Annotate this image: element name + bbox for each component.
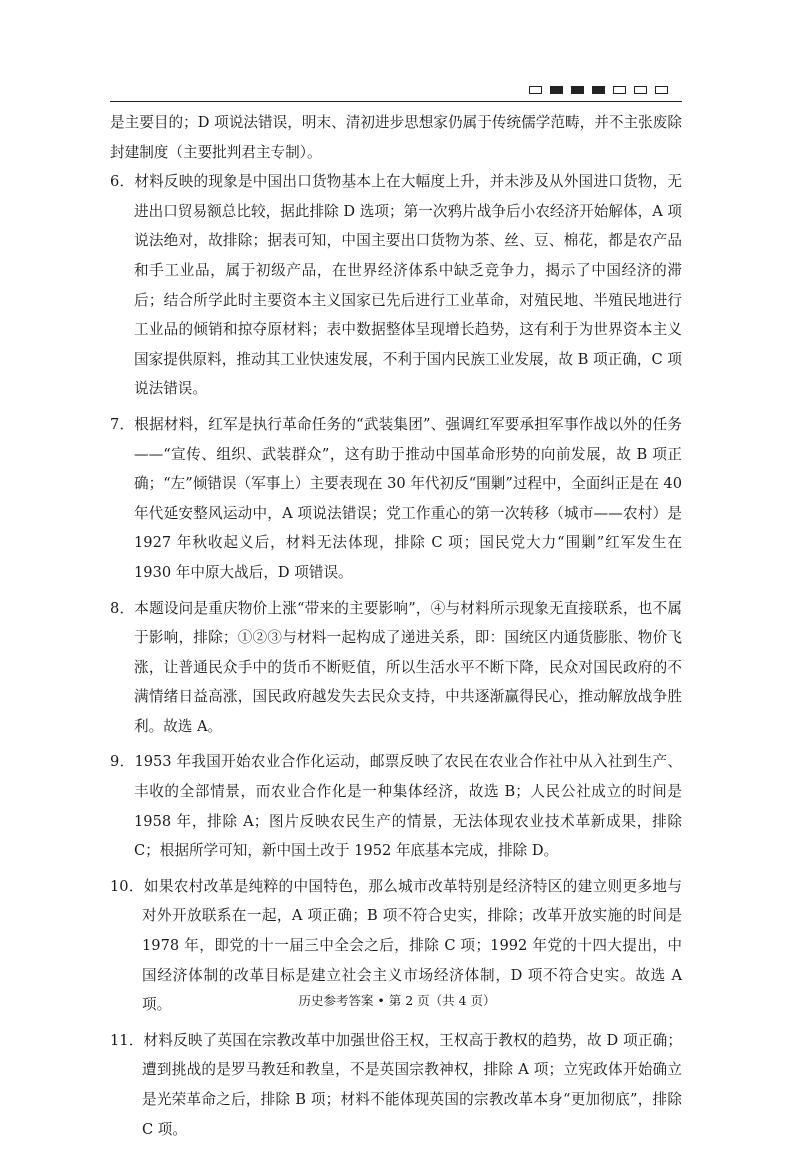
page-footer: 历史参考答案 • 第 2 页（共 4 页） bbox=[298, 993, 496, 1008]
marker-square-1 bbox=[529, 86, 542, 94]
page-marker-squares bbox=[529, 86, 668, 94]
marker-square-4 bbox=[592, 86, 605, 94]
question-number: 6． bbox=[110, 173, 135, 191]
answer-text: 材料反映了英国在宗教改革中加强世俗王权，王权高于教权的趋势，故 D 项正确；遭到挑战的是罗马教廷和教皇，不是英国宗教神权，排除 A 项；立宪政体开始确立是光荣革命之后，排除 B 项；材料不能体现英国的宗教改革本身“更加彻底”，排除 C 项。 bbox=[142, 1031, 683, 1138]
marker-square-3 bbox=[571, 86, 584, 94]
answer-text: 如果农村改革是纯粹的中国特色，那么城市改革特别是经济特区的建立则更多地与对外开放联系在一起，A 项正确；B 项不符合史实，排除；改革开放实施的时间是 1978 年，即党的十一届三中全会之后，排除 C 项；1992 年党的十四大提出，中国经济体制的改革目标是建立社会主义市场经济体制，D 项不符合史实。故选 A 项。 bbox=[142, 877, 682, 1014]
marker-square-5 bbox=[613, 86, 626, 94]
answer-paragraph bbox=[110, 410, 682, 588]
answer-paragraph bbox=[110, 167, 682, 404]
answer-text: 1953 年我国开始农业合作化运动，邮票反映了农民在农业合作社中从入社到生产、丰收的全部情景，而农业合作化是一种集体经济，故选 B；人民公社成立的时间是 1958 年，排除 A；图片反映农民生产的情景，无法体现农业技术革新成果，排除 C；根据所学可知，新中国土改于 1952 年底基本完成，排除 D。 bbox=[134, 753, 682, 860]
answer-text: 根据材料，红军是执行革命任务的“武装集团”、强调红军要承担军事作战以外的任务——“宣传、组织、武装群众”，这有助于推动中国革命形势的向前发展，故 B 项正确；“左”倾错误（军事上）主要表现在 30 年代初反“围剿”过程中，全面纠正是在 40 年代延安整风运动中，A 项说法错误；党工作重心的第一次转移（城市——农村）是 1927 年秋收起义后，材料无法体现，排除 C 项；国民党大力“围剿”红军发生在 1930 年中原大战后，D 项错误。 bbox=[134, 415, 682, 581]
marker-square-2 bbox=[550, 86, 563, 94]
answer-paragraph bbox=[110, 108, 682, 167]
answer-paragraph bbox=[110, 594, 682, 742]
question-number: 11． bbox=[110, 1031, 144, 1049]
marker-square-7 bbox=[655, 86, 668, 94]
marker-square-6 bbox=[634, 86, 647, 94]
question-number: 10． bbox=[110, 877, 144, 895]
question-number: 7． bbox=[110, 415, 135, 433]
answer-text: 是主要目的；D 项说法错误，明末、清初进步思想家仍属于传统儒学范畴，并不主张废除封建制度（主要批判君主专制）。 bbox=[110, 114, 682, 161]
answer-paragraph bbox=[110, 1026, 682, 1144]
answer-text: 本题设问是重庆物价上涨“带来的主要影响”，④与材料所示现象无直接联系，也不属于影响，排除；①②③与材料一起构成了递进关系，即：国统区内通货膨胀、物价飞涨，让普通民众手中的货币不断贬值，所以生活水平不断下降，民众对国民政府的不满情绪日益高涨，国民政府越发失去民众支持，中共逐渐赢得民心，推动解放战争胜利。故选 A。 bbox=[134, 599, 682, 735]
answer-text: 材料反映的现象是中国出口货物基本上在大幅度上升，并未涉及从外国进口货物，无进出口贸易额总比较，据此排除 D 选项；第一次鸦片战争后小农经济开始解体，A 项说法绝对，故排除；据表可知，中国主要出口货物为茶、丝、豆、棉花，都是农产品和手工业品，属于初级产品，在世界经济体系中缺乏竞争力，揭示了中国经济的滞后；结合所学此时主要资本主义国家已先后进行工业革命，对殖民地、半殖民地进行工业品的倾销和掠夺原材料；表中数据整体呈现增长趋势，这有利于为世界资本主义国家提供原料，推动其工业快速发展，不利于国内民族工业发展，故 B 项正确，C 项说法错误。 bbox=[134, 173, 682, 398]
header-rule bbox=[110, 101, 682, 102]
answer-paragraph bbox=[110, 747, 682, 865]
question-number: 8． bbox=[110, 599, 135, 617]
question-number: 9． bbox=[110, 753, 135, 771]
